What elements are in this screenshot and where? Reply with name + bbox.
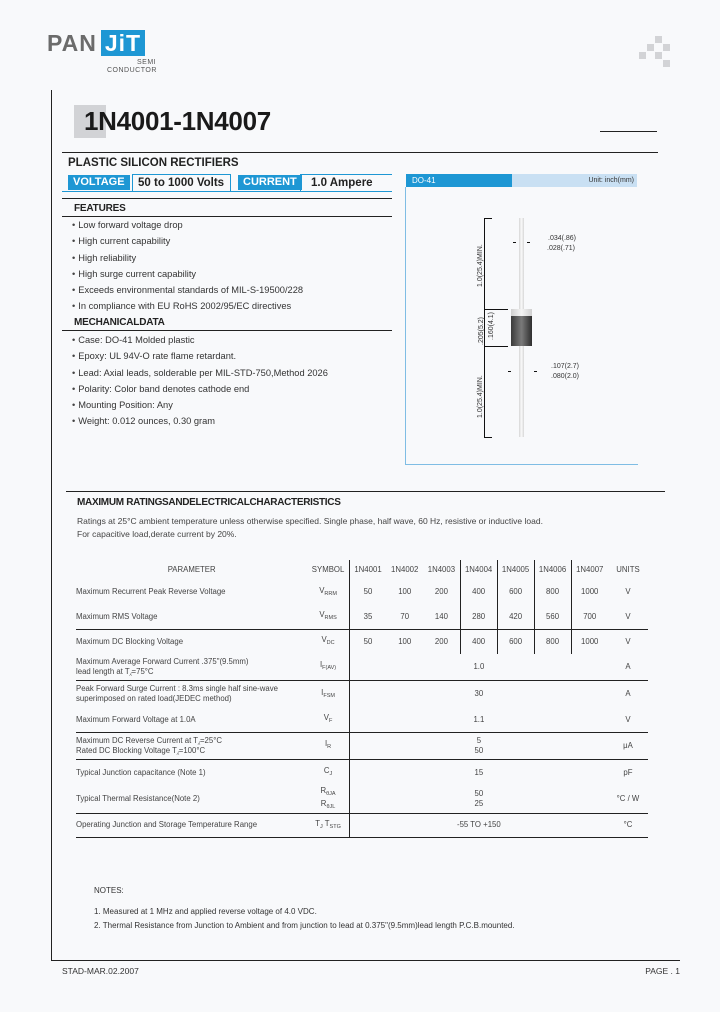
row-symbol: $C_J$: [307, 759, 349, 786]
feature-item: • Exceeds environmental standards of MIL-S-19500/228: [72, 282, 303, 298]
row-value: 50: [349, 629, 386, 654]
row-unit: V: [608, 629, 648, 654]
title-divider-line: [62, 152, 658, 153]
frame-left-line: [51, 90, 52, 961]
dimension-tick: [484, 437, 492, 438]
col-header-1n4007: 1N4007: [576, 565, 604, 574]
mechanical-list: [72, 332, 328, 430]
row-value: 100: [386, 629, 423, 654]
table-row: [76, 708, 648, 733]
col-header-1n4001: 1N4001: [354, 565, 382, 574]
table-row: [76, 580, 648, 605]
row-value: 30: [349, 681, 608, 708]
mechanical-item: • Case: DO-41 Molded plastic: [72, 332, 328, 348]
mechanical-item: • Mounting Position: Any: [72, 397, 328, 413]
row-unit: °C: [608, 813, 648, 838]
spec-row-underline: [62, 191, 392, 192]
dimension-tick: [534, 371, 537, 372]
mechanical-item: • Lead: Axial leads, solderable per MIL-STD-750,Method 2026: [72, 365, 328, 381]
row-unit: A: [625, 661, 631, 671]
table-row: [76, 654, 648, 681]
row-unit: V: [625, 587, 631, 597]
row-symbol: $V_{RRM}$: [307, 580, 349, 605]
package-unit: Unit: inch(mm): [512, 174, 637, 187]
feature-item: • High surge current capability: [72, 266, 303, 282]
col-header-1n4003: 1N4003: [423, 560, 460, 580]
row-value: 1000: [581, 587, 599, 597]
top-right-rule: [600, 131, 657, 132]
row-value: 35: [363, 611, 373, 621]
row-value: -55 TO +150: [349, 813, 608, 838]
diode-lead-bottom: [519, 346, 524, 437]
dimension-tick: [508, 371, 511, 372]
row-param: Typical Thermal Resistance(Note 2): [76, 794, 200, 804]
lead-length-bottom: 1.0(25.4)MIN.: [477, 375, 484, 418]
body-dia-max: .107(2.7): [551, 363, 580, 370]
dimension-tick: [513, 242, 516, 243]
logo-sub-semi: SEMI: [137, 59, 157, 66]
row-symbol: $V_F$: [307, 708, 349, 733]
row-symbol: $I_{F(AV)}$: [307, 654, 349, 681]
package-panel-left-border: [405, 187, 406, 465]
note-item: 2. Thermal Resistance from Junction to Ambient and from junction to lead at 0.375"(9.5mm)lead length P.C.B.mounted.: [94, 920, 515, 930]
row-param: Operating Junction and Storage Temperature Range: [76, 813, 307, 838]
package-name: DO-41: [406, 174, 512, 187]
table-row: [76, 759, 648, 786]
row-value: 50: [363, 587, 373, 597]
current-label-badge: CURRENT: [238, 175, 302, 190]
mechanical-item: • Polarity: Color band denotes cathode end: [72, 381, 328, 397]
row-param: Maximum Average Forward Current .375"(9.5mm) lead length at T⁁=75°C: [76, 656, 249, 676]
ratings-table: [76, 560, 648, 838]
body-dia-min: .080(2.0): [551, 373, 580, 380]
logo-pan-text: PAN: [47, 30, 97, 56]
row-unit: V: [625, 714, 631, 724]
features-top-line: [62, 198, 392, 199]
ratings-desc-line1: Ratings at 25°C ambient temperature unless otherwise specified. Single phase, half wave, 60 Hz, resistive or inductive load.: [77, 516, 543, 526]
feature-item: • Low forward voltage drop: [72, 217, 303, 233]
row-value: 15: [349, 759, 608, 786]
diode-cathode-band: [511, 309, 532, 316]
row-value: 280: [460, 605, 497, 630]
footer-page-number: PAGE . 1: [645, 966, 680, 976]
dimension-tick: [484, 218, 492, 219]
table-row: [76, 813, 648, 838]
row-unit: μA: [608, 732, 648, 759]
col-header-1n4005: 1N4005: [497, 560, 534, 580]
row-value: 100: [398, 587, 412, 597]
row-value: 420: [497, 605, 534, 630]
panjit-logo: [47, 30, 145, 56]
row-unit: V: [625, 611, 631, 621]
row-value: 600: [497, 580, 534, 605]
table-row: [76, 786, 648, 813]
col-header-symbol: SYMBOL: [307, 560, 349, 580]
ratings-heading: MAXIMUM RATINGSANDELECTRICALCHARACTERISTICS: [77, 497, 341, 508]
notes-heading: NOTES:: [94, 886, 124, 895]
footer-doc-code: STAD-MAR.02.2007: [62, 966, 139, 976]
col-header-1n4004: 1N4004: [460, 560, 497, 580]
row-value: 560: [534, 605, 571, 630]
row-value: 200: [423, 629, 460, 654]
row-value: 1.1: [473, 714, 485, 724]
col-header-1n4002: 1N4002: [391, 565, 419, 574]
features-heading: FEATURES: [74, 203, 126, 214]
row-symbol: $T_J$ $T_{STG}$: [307, 813, 349, 838]
table-row: [76, 605, 648, 630]
note-item: 1. Measured at 1 MHz and applied reverse voltage of 4.0 VDC.: [94, 907, 317, 916]
row-symbol: $V_{RMS}$: [307, 605, 349, 630]
body-length-max: .205(5.2): [478, 316, 485, 345]
col-header-parameter: PARAMETER: [167, 565, 216, 574]
row-value: 200: [423, 580, 460, 605]
row-value: 70: [400, 611, 410, 621]
mechanical-heading-underline: [62, 330, 392, 331]
row-symbol: $I_R$: [307, 732, 349, 759]
ratings-top-line: [66, 491, 665, 492]
row-unit: A: [608, 681, 648, 708]
logo-sub-conductor: CONDUCTOR: [107, 67, 157, 74]
mechanical-item: • Epoxy: UL 94V-O rate flame retardant.: [72, 348, 328, 364]
table-row: [76, 732, 648, 759]
notes-list: [94, 905, 515, 932]
row-value: 600: [497, 629, 534, 654]
dimension-tick: [527, 242, 530, 243]
row-symbol: $I_{FSM}$: [307, 681, 349, 708]
row-value: 1000: [571, 629, 608, 654]
row-value: 50 25: [474, 789, 484, 809]
page-title: 1N4001-1N4007: [84, 106, 271, 136]
lead-length-top: 1.0(25.4)MIN.: [477, 244, 484, 287]
row-value: 800: [534, 580, 571, 605]
row-symbol: $R_{\theta JA}$ $R_{\theta JL}$: [307, 786, 349, 813]
dimension-tick: [484, 309, 508, 310]
row-value: 1.0: [473, 661, 485, 671]
row-value: 400: [460, 580, 497, 605]
body-length-min: .160(4.1): [488, 311, 495, 340]
package-header: [406, 174, 637, 187]
lead-dia-max: .034(.86): [548, 235, 577, 242]
mechanical-heading: MECHANICALDATA: [74, 317, 165, 328]
current-value: 1.0 Ampere: [300, 174, 392, 191]
feature-item: • High current capability: [72, 233, 303, 249]
logo-jit-text: JiT: [101, 30, 145, 56]
dimension-tick: [484, 346, 508, 347]
col-header-1n4006: 1N4006: [534, 560, 571, 580]
row-symbol: $V_{DC}$: [307, 629, 349, 654]
diode-lead-top: [519, 218, 524, 309]
row-param: Maximum Recurrent Peak Reverse Voltage: [76, 587, 226, 597]
col-header-units: UNITS: [616, 565, 640, 574]
row-value: 700: [583, 611, 597, 621]
feature-item: • High reliability: [72, 250, 303, 266]
row-value: 400: [460, 629, 497, 654]
row-unit: °C / W: [616, 794, 640, 804]
lead-dia-min: .028(.71): [547, 245, 576, 252]
table-row: [76, 629, 648, 654]
table-row: [76, 681, 648, 708]
row-value: 5 50: [349, 732, 608, 759]
row-unit: pF: [608, 759, 648, 786]
row-param: Maximum DC Reverse Current at T⁁=25°C Rated DC Blocking Voltage T⁁=100°C: [76, 732, 307, 759]
feature-item: • In compliance with EU RoHS 2002/95/EC directives: [72, 298, 303, 314]
row-param: Typical Junction capacitance (Note 1): [76, 759, 307, 786]
table-header-row: [76, 560, 648, 580]
ratings-desc-line2: For capacitive load,derate current by 20%.: [77, 529, 237, 539]
row-param: Maximum Forward Voltage at 1.0A: [76, 714, 196, 724]
mechanical-item: • Weight: 0.012 ounces, 0.30 gram: [72, 413, 328, 429]
row-param: Maximum DC Blocking Voltage: [76, 629, 307, 654]
row-param: Peak Forward Surge Current : 8.3ms single half sine-wave superimposed on rated load(JEDEC method): [76, 681, 307, 708]
row-value: 140: [423, 605, 460, 630]
ratings-description: [77, 515, 543, 541]
row-value: 800: [534, 629, 571, 654]
features-list: [72, 217, 303, 315]
row-param: Maximum RMS Voltage: [76, 611, 158, 621]
frame-bottom-line: [51, 960, 680, 961]
package-panel-bottom-border: [405, 464, 638, 465]
voltage-label-badge: VOLTAGE: [68, 175, 130, 190]
product-subtitle: PLASTIC SILICON RECTIFIERS: [68, 157, 239, 169]
voltage-value: 50 to 1000 Volts: [132, 174, 231, 191]
